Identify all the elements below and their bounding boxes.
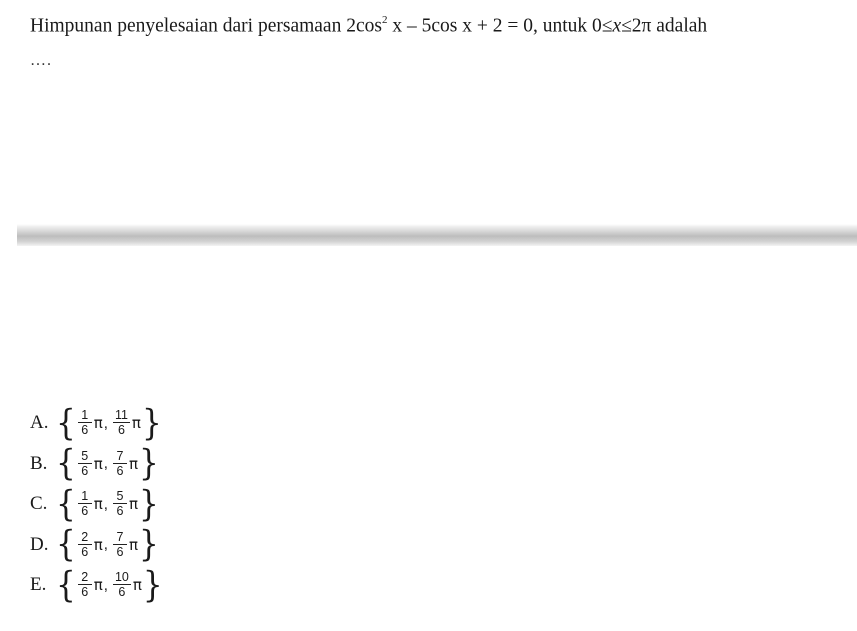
fraction-2 xyxy=(113,489,127,519)
fraction-1 xyxy=(78,570,92,600)
pi-symbol: π xyxy=(128,454,138,473)
open-brace: { xyxy=(56,442,76,484)
option-a[interactable] xyxy=(30,403,163,444)
fraction-2 xyxy=(113,570,131,600)
exponent: 2 xyxy=(381,14,388,26)
denominator: 6 xyxy=(116,504,124,519)
option-letter: E. xyxy=(30,574,47,596)
option-d[interactable] xyxy=(30,525,163,566)
denominator: 6 xyxy=(81,423,89,438)
denominator: 6 xyxy=(81,463,89,478)
denominator: 6 xyxy=(116,544,124,559)
pi-symbol: π xyxy=(128,495,138,514)
fraction-2 xyxy=(113,449,127,479)
fraction-1 xyxy=(78,408,92,438)
numerator: 2 xyxy=(81,570,89,585)
pi-symbol: π xyxy=(93,576,103,595)
pi-symbol: π xyxy=(93,414,103,433)
numerator: 2 xyxy=(81,529,89,544)
numerator: 1 xyxy=(81,408,89,423)
denominator: 6 xyxy=(81,585,89,600)
fraction-2 xyxy=(113,530,127,560)
option-letter: A. xyxy=(30,412,49,434)
option-letter: B. xyxy=(30,452,48,474)
pi-symbol: π xyxy=(131,414,141,433)
numerator: 1 xyxy=(81,489,89,504)
comma: , xyxy=(103,536,108,554)
close-brace: } xyxy=(142,563,163,606)
close-brace: } xyxy=(141,401,162,444)
comma: , xyxy=(103,414,108,432)
fraction-2 xyxy=(113,408,130,438)
comma: , xyxy=(103,455,108,473)
numerator: 7 xyxy=(116,448,124,463)
numerator: 7 xyxy=(116,529,124,544)
fraction-1 xyxy=(78,489,92,519)
variable-x: x xyxy=(612,15,622,37)
option-letter: C. xyxy=(30,493,48,515)
pi-symbol: π xyxy=(132,576,142,595)
fraction-1 xyxy=(78,530,92,560)
numerator: 11 xyxy=(114,408,128,423)
question-part-3: ≤2π adalah xyxy=(621,15,708,37)
question-part-1: Himpunan penyelesaian dari persamaan 2cos xyxy=(30,15,382,37)
numerator: 5 xyxy=(81,448,89,463)
option-e[interactable] xyxy=(30,565,163,606)
open-brace: { xyxy=(56,523,76,565)
answer-options xyxy=(30,403,163,606)
pi-symbol: π xyxy=(93,495,103,514)
pi-symbol: π xyxy=(128,535,138,554)
question-text xyxy=(30,8,707,40)
numerator: 10 xyxy=(114,570,129,585)
comma: , xyxy=(103,576,108,594)
numerator: 5 xyxy=(116,489,124,504)
open-brace: { xyxy=(56,401,76,444)
comma: , xyxy=(103,495,108,513)
section-divider xyxy=(17,224,857,246)
pi-symbol: π xyxy=(93,454,103,473)
open-brace: { xyxy=(56,482,76,525)
option-b[interactable] xyxy=(30,444,163,485)
close-brace: } xyxy=(138,523,159,565)
denominator: 6 xyxy=(117,423,125,438)
open-brace: { xyxy=(56,563,76,606)
close-brace: } xyxy=(138,442,159,484)
question-part-2: x – 5cos x + 2 = 0, untuk 0≤ xyxy=(387,15,613,37)
denominator: 6 xyxy=(116,463,124,478)
question-continuation: …. xyxy=(30,52,52,69)
denominator: 6 xyxy=(81,544,89,559)
option-c[interactable] xyxy=(30,484,163,525)
denominator: 6 xyxy=(118,585,126,600)
denominator: 6 xyxy=(81,504,89,519)
option-letter: D. xyxy=(30,533,49,555)
fraction-1 xyxy=(78,449,92,479)
pi-symbol: π xyxy=(93,535,103,554)
close-brace: } xyxy=(138,482,159,525)
